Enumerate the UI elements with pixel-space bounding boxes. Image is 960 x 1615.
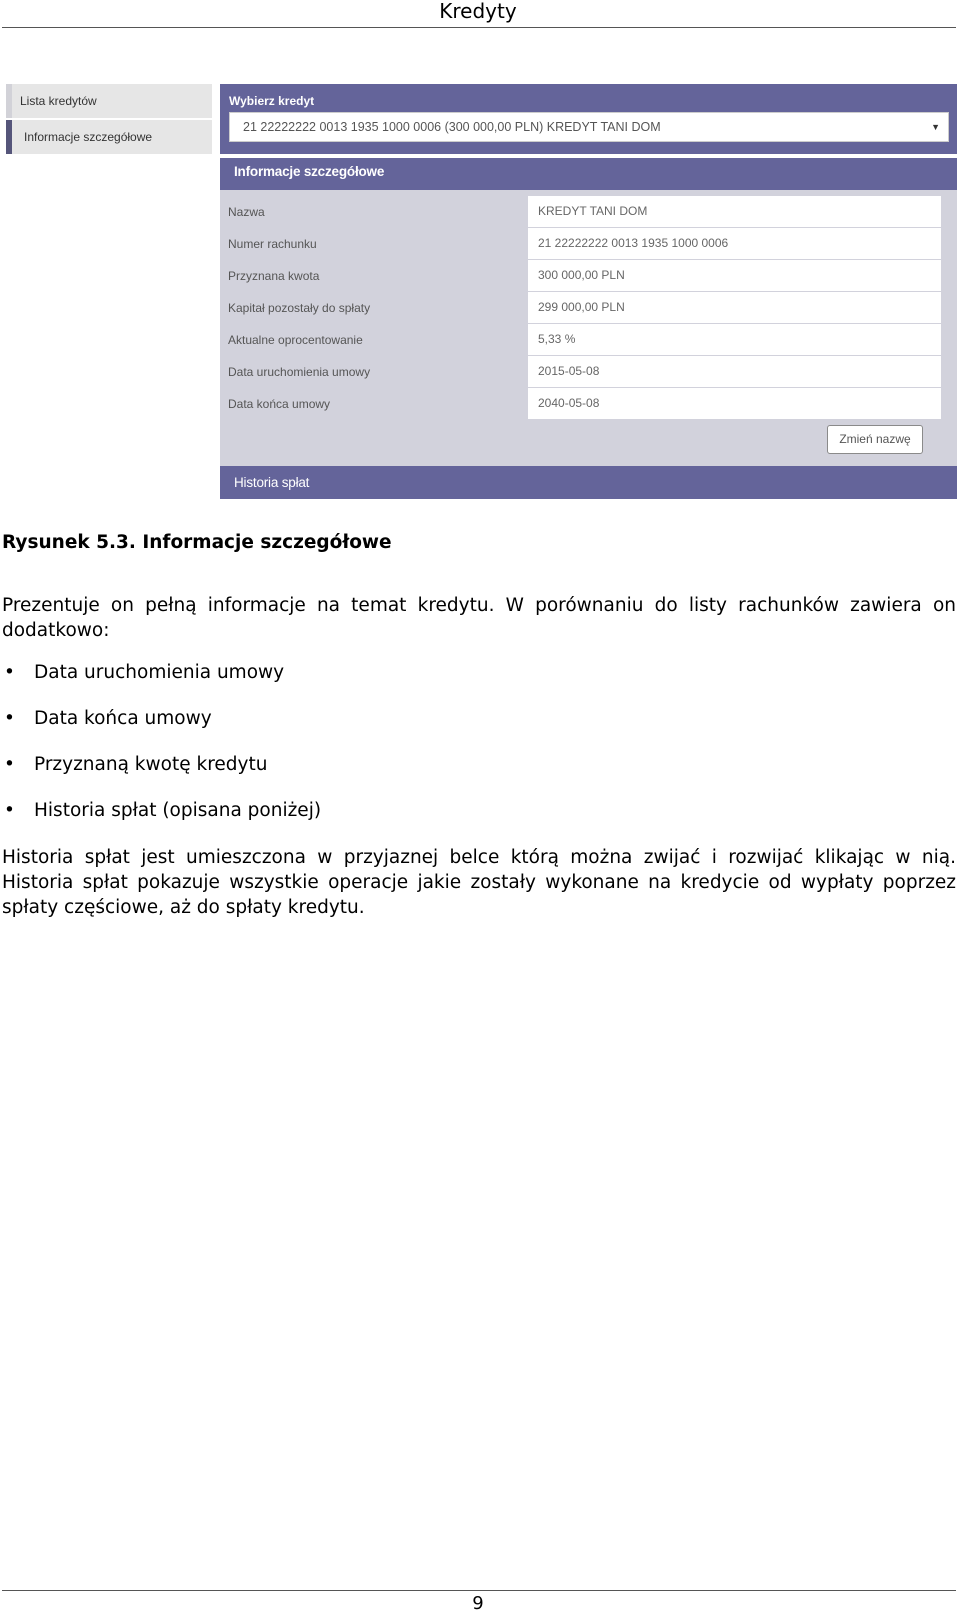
nav-accent: [6, 84, 12, 118]
detail-value: 300 000,00 PLN: [528, 260, 941, 291]
paragraph-intro: Prezentuje on pełną informacje na temat kredytu. W porównaniu do listy rachunków zawiera on dodatkowo:: [2, 595, 956, 641]
payment-history-title: Historia spłat: [234, 475, 310, 490]
detail-key: Numer rachunku: [228, 237, 317, 251]
loan-select-dropdown[interactable]: [229, 112, 949, 142]
figure-screenshot: [0, 84, 960, 516]
paragraph-history: Historia spłat jest umieszczona w przyjaznej belce którą można zwijać i rozwijać klikając w nią. Historia spłat pokazuje wszystkie operacje jakie zostały wykonane na kredycie od wypłaty poprzez spłaty częściowe, aż do spłaty kredytu.: [2, 847, 956, 918]
detail-row: [220, 260, 957, 292]
page-footer: [0, 1590, 960, 1615]
list-item-text: Przyznaną kwotę kredytu: [34, 754, 268, 775]
detail-value: 5,33 %: [528, 324, 941, 355]
loan-select-panel: [220, 84, 957, 154]
sidebar-nav: [6, 84, 212, 156]
detail-row: [220, 196, 957, 228]
payment-history-bar[interactable]: [220, 466, 957, 499]
bullet-icon: •: [4, 754, 15, 775]
list-item-text: Historia spłat (opisana poniżej): [34, 800, 322, 821]
bullet-icon: •: [4, 662, 15, 683]
list-item-text: Data końca umowy: [34, 708, 212, 729]
loan-select-label: Wybierz kredyt: [229, 94, 315, 108]
detail-value: 2040-05-08: [528, 388, 941, 419]
bullet-icon: •: [4, 800, 15, 821]
detail-value: KREDYT TANI DOM: [528, 196, 941, 227]
detail-key: Kapitał pozostały do spłaty: [228, 301, 371, 315]
figure-caption: Rysunek 5.3. Informacje szczegółowe: [2, 532, 392, 553]
list-item-text: Data uruchomienia umowy: [34, 662, 285, 683]
detail-value: 299 000,00 PLN: [528, 292, 941, 323]
sidebar-item-loan-list[interactable]: [6, 84, 212, 118]
details-panel-title: Informacje szczegółowe: [234, 164, 385, 179]
detail-key: Data uruchomienia umowy: [228, 365, 371, 379]
footer-rule: [2, 1590, 956, 1591]
detail-value: 21 22222222 0013 1935 1000 0006: [528, 228, 941, 259]
list-item: [0, 753, 900, 799]
nav-accent-active: [6, 120, 12, 154]
page-number: 9: [472, 1593, 484, 1614]
page-header-title: Kredyty: [439, 0, 517, 23]
detail-row: [220, 356, 957, 388]
details-panel-header: [220, 154, 957, 190]
detail-row: [220, 228, 957, 260]
loan-select-value: 21 22222222 0013 1935 1000 0006 (300 000,00 PLN) KREDYT TANI DOM: [243, 120, 661, 134]
detail-key: Nazwa: [228, 205, 265, 219]
sidebar-item-label: Informacje szczegółowe: [24, 130, 153, 144]
sidebar-item-label: Lista kredytów: [20, 94, 97, 108]
list-item: [0, 707, 900, 753]
list-item: [0, 799, 900, 845]
chevron-down-icon: ▼: [931, 122, 940, 132]
details-table: [220, 196, 957, 420]
details-panel: [220, 154, 957, 476]
page-header: [0, 0, 960, 28]
detail-row: [220, 324, 957, 356]
header-rule: [2, 27, 956, 28]
sidebar-item-details[interactable]: [6, 120, 212, 154]
detail-key: Data końca umowy: [228, 397, 331, 411]
detail-key: Przyznana kwota: [228, 269, 320, 283]
feature-list: [0, 661, 900, 845]
detail-value: 2015-05-08: [528, 356, 941, 387]
bullet-icon: •: [4, 708, 15, 729]
detail-row: [220, 292, 957, 324]
list-item: [0, 661, 900, 707]
detail-row: [220, 388, 957, 420]
detail-key: Aktualne oprocentowanie: [228, 333, 363, 347]
rename-button[interactable]: Zmień nazwę: [827, 425, 923, 454]
